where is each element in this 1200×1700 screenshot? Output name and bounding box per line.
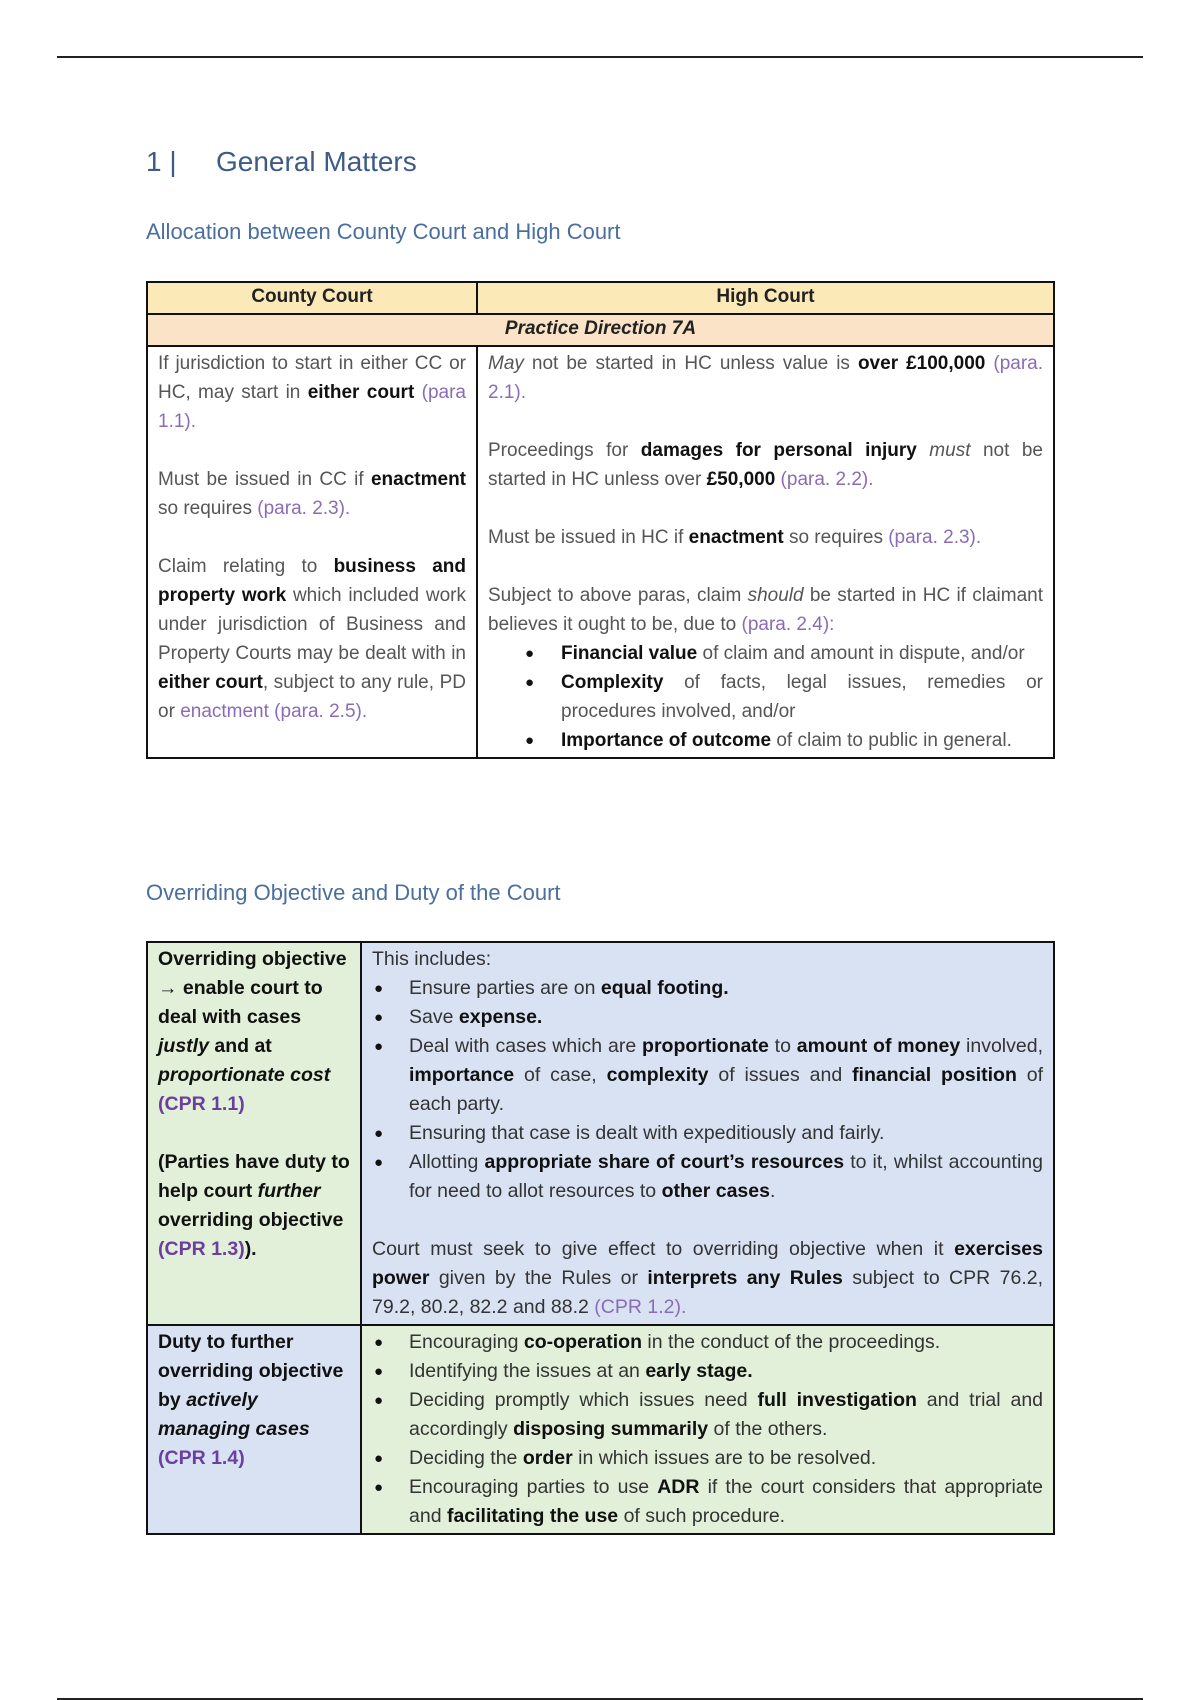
header-rule xyxy=(57,56,1143,58)
list-item: ● Importance of outcome of claim to public in general. xyxy=(561,726,1043,755)
practice-direction-row xyxy=(147,314,1054,346)
high-para-3: Must be issued in HC if enactment so requires (para. 2.3). xyxy=(488,527,982,548)
county-para-2: Must be issued in CC if enactment so requires (para. 2.3). xyxy=(158,469,466,519)
case-management-detail-cell xyxy=(361,1325,1054,1534)
allocation-table xyxy=(146,281,1055,759)
list-item: ● Identifying the issues at an early stage. xyxy=(409,1357,1043,1386)
allocation-heading: Allocation between County Court and High Court xyxy=(146,219,621,244)
allocation-body-row xyxy=(147,346,1054,758)
county-para-3: Claim relating to business and property work which included work under jurisdiction of Business and Property Courts may be dealt with in either court, subject to any rule, PD or enactment (para. 2.5). xyxy=(158,556,467,722)
overriding-row xyxy=(147,942,1054,1325)
case-management-list xyxy=(372,1328,1043,1531)
high-para-2: Proceedings for damages for personal injury must not be started in HC unless over £50,000 (para. 2.2). xyxy=(488,440,1043,490)
list-item: ● Encouraging parties to use ADR if the court considers that appropriate and facilitating the use of such procedure. xyxy=(409,1473,1043,1531)
county-court-cell xyxy=(147,346,477,758)
high-para-1: May not be started in HC unless value is over £100,000 (para. 2.1). xyxy=(488,353,1044,403)
county-para-1: If jurisdiction to start in either CC or HC, may start in either court (para 1.1). xyxy=(158,353,466,432)
list-item: ● Financial value of claim and amount in dispute, and/or xyxy=(561,639,1043,668)
includes-intro: This includes: xyxy=(372,948,492,970)
section-number: 1 | xyxy=(146,146,177,177)
list-item: ● Save expense. xyxy=(409,1003,1043,1032)
list-item: ● Deciding the order in which issues are to be resolved. xyxy=(409,1444,1043,1473)
section-title: General Matters xyxy=(216,146,417,177)
col-header-high: High Court xyxy=(477,282,1054,314)
overriding-table xyxy=(146,941,1055,1535)
overriding-heading: Overriding Objective and Duty of the Court xyxy=(146,880,561,905)
case-management-label-cell xyxy=(147,1325,361,1534)
objective-list xyxy=(372,974,1043,1206)
overriding-detail-cell xyxy=(361,942,1054,1325)
list-item: ● Deal with cases which are proportionate to amount of money involved, importance of case, complexity of issues and financial position of each party. xyxy=(409,1032,1043,1119)
high-factors-list xyxy=(488,639,1043,755)
list-item: ● Allotting appropriate share of court’s resources to it, whilst accounting for need to allot resources to other cases. xyxy=(409,1148,1043,1206)
parties-duty-note: (Parties have duty to help court further overriding objective (CPR 1.3)). xyxy=(158,1151,350,1260)
high-para-4: Subject to above paras, claim should be started in HC if claimant believes it ought to be, due to (para. 2.4): xyxy=(488,585,1044,635)
col-header-county: County Court xyxy=(147,282,477,314)
overriding-label: Overriding objective → enable court to deal with cases justly and at proportionate cost xyxy=(158,948,347,1086)
court-duty-para: Court must seek to give effect to overriding objective when it exercises power given by the Rules or interprets any Rules subject to CPR 76.2, 79.2, 80.2, 82.2 and 88.2 (CPR 1.2). xyxy=(372,1238,1043,1318)
high-court-cell xyxy=(477,346,1054,758)
list-item: ● Encouraging co-operation in the conduct of the proceedings. xyxy=(409,1328,1043,1357)
list-item: ● Complexity of facts, legal issues, remedies or procedures involved, and/or xyxy=(561,668,1043,726)
list-item: ● Deciding promptly which issues need full investigation and trial and accordingly disposing summarily of the others. xyxy=(409,1386,1043,1444)
case-management-row xyxy=(147,1325,1054,1534)
overriding-ref: (CPR 1.1) xyxy=(158,1093,245,1115)
practice-direction-label: Practice Direction 7A xyxy=(147,314,1054,346)
overriding-label-cell xyxy=(147,942,361,1325)
case-management-label: Duty to further overriding objective by actively managing cases xyxy=(158,1331,344,1440)
allocation-header-row xyxy=(147,282,1054,314)
list-item: ● Ensuring that case is dealt with expeditiously and fairly. xyxy=(409,1119,1043,1148)
section-heading xyxy=(146,146,417,178)
case-management-ref: (CPR 1.4) xyxy=(158,1447,245,1469)
list-item: ● Ensure parties are on equal footing. xyxy=(409,974,1043,1003)
arrow-icon: → xyxy=(158,977,178,999)
